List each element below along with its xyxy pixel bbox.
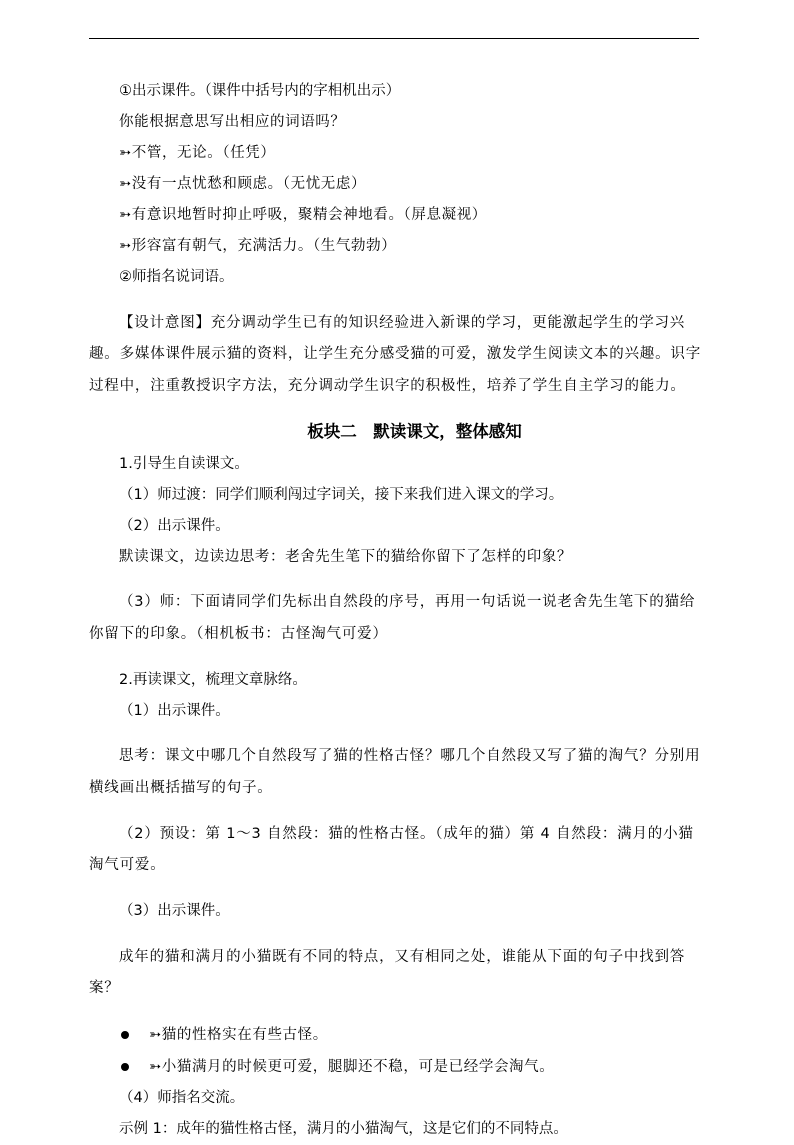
step-2-1-prompt: 思考：课文中哪几个自然段写了猫的性格古怪？哪几个自然段又写了猫的淘气？分别用横线画出概括描写的句子。 — [89, 748, 701, 796]
step-1-2-prompt: 默读课文，边读边思考：老舍先生笔下的猫给你留下了怎样的印象？ — [119, 548, 572, 565]
courseware-question: 你能根据意思写出相应的词语吗？ — [119, 114, 346, 130]
design-intent-paragraph: 【设计意图】充分调动学生已有的知识经验进入新课的学习，更能激起学生的学习兴趣。多媒体课件展示猫的资料，让学生充分感受猫的可爱，激发学生阅读文本的兴趣。识字过程中，注重教授识字方法，充分调动学生识字的积极性，培养了学生自主学习的能力。 — [89, 314, 701, 394]
step-2-3-prompt: 成年的猫和满月的小猫既有不同的特点，又有相同之处，谁能从下面的句子中找到答案？ — [89, 948, 686, 996]
step-2-1: （1）出示课件。 — [119, 702, 230, 719]
step-2-2: （2）预设：第 1～3 自然段：猫的性格古怪。（成年的猫）第 4 自然段：满月的小猫淘气可爱。 — [89, 825, 694, 873]
step-1: 1.引导生自读课文。 — [119, 455, 249, 472]
step-2: 2.再读课文，梳理文章脉络。 — [119, 671, 307, 688]
bullet-text: ➳小猫满月的时候更可爱，腿脚还不稳，可是已经学会淘气。 — [149, 1059, 555, 1075]
step-2-4: （4）师指名交流。 — [119, 1090, 245, 1106]
header-rule — [89, 38, 699, 39]
bullet-dot-icon — [121, 1031, 129, 1039]
bullet-dot-icon — [121, 1063, 129, 1071]
example-1: 示例 1：成年的猫性格古怪，满月的小猫淘气，这是它们的不同特点。 — [119, 1121, 568, 1137]
step-2-3: （3）出示课件。 — [119, 903, 230, 919]
bullet-text: ➳猫的性格实在有些古怪。 — [149, 1027, 328, 1043]
step-1-3: （3）师：下面请同学们先标出自然段的序号，再用一句话说一说老舍先生笔下的猫给你留下的印象。（相机板书：古怪淘气可爱） — [89, 594, 696, 642]
bullet-item-2 — [89, 1051, 702, 1083]
step-1-2: （2）出示课件。 — [119, 517, 230, 534]
vocab-item-2: ➳没有一点忧愁和顾虑。（无忧无虑） — [119, 176, 367, 192]
vocab-item-1: ➳不管，无论。（任凭） — [119, 145, 276, 161]
step-1-1: （1）师过渡：同学们顺利闯过字词关，接下来我们进入课文的学习。 — [119, 486, 564, 503]
vocab-item-4: ➳形容富有朝气，充满活力。（生气勃勃） — [119, 238, 397, 254]
vocab-item-3: ➳有意识地暂时抑止呼吸，聚精会神地看。（屏息凝视） — [119, 207, 487, 223]
section-heading: 板块二 默读课文，整体感知 — [307, 421, 522, 441]
bullet-item-1 — [89, 1019, 702, 1051]
document-page — [89, 76, 702, 1145]
courseware-step-1: ①出示课件。（课件中括号内的字相机出示） — [119, 83, 401, 99]
courseware-step-2: ②师指名说词语。 — [119, 269, 234, 285]
